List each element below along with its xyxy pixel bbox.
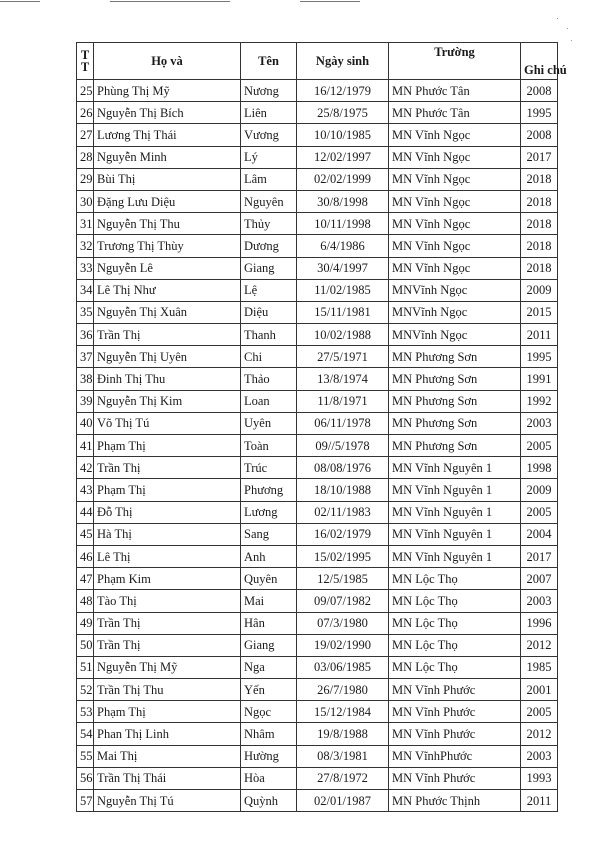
given-name-cell: Hòa: [241, 767, 297, 789]
table-row: [77, 368, 558, 390]
birth-date-cell: 26/7/1980: [297, 679, 389, 701]
table-row: [77, 790, 558, 812]
birth-date-cell: 09//5/1978: [297, 435, 389, 457]
birth-date-cell: 15/12/1984: [297, 701, 389, 723]
note-cell: 2018: [521, 213, 558, 235]
surname-cell: Trương Thị Thùy: [94, 235, 241, 257]
row-number: 57: [77, 790, 94, 812]
table-row: [77, 701, 558, 723]
note-cell: 2017: [521, 146, 558, 168]
table-row: [77, 457, 558, 479]
table-row: [77, 257, 558, 279]
surname-cell: Nguyễn Thị Xuân: [94, 301, 241, 323]
note-cell: 1985: [521, 656, 558, 678]
table-row: [77, 168, 558, 190]
table-row: [77, 523, 558, 545]
note-cell: 1991: [521, 368, 558, 390]
note-cell: 1992: [521, 390, 558, 412]
row-number: 36: [77, 324, 94, 346]
given-name-cell: Chi: [241, 346, 297, 368]
table-row: [77, 745, 558, 767]
surname-cell: Phạm Thị: [94, 479, 241, 501]
note-cell: 1996: [521, 612, 558, 634]
birth-date-cell: 18/10/1988: [297, 479, 389, 501]
school-cell: MNVĩnh Ngọc: [389, 324, 521, 346]
row-number: 48: [77, 590, 94, 612]
note-cell: 2007: [521, 568, 558, 590]
row-number: 28: [77, 146, 94, 168]
given-name-cell: Quỳnh: [241, 790, 297, 812]
birth-date-cell: 11/02/1985: [297, 279, 389, 301]
surname-cell: Trần Thị: [94, 324, 241, 346]
staff-roster-table: [76, 42, 567, 812]
birth-date-cell: 12/02/1997: [297, 146, 389, 168]
school-cell: MN Phước Tân: [389, 102, 521, 124]
birth-date-cell: 30/4/1997: [297, 257, 389, 279]
given-name-cell: Giang: [241, 257, 297, 279]
surname-cell: Nguyễn Thị Thu: [94, 213, 241, 235]
birth-date-cell: 10/02/1988: [297, 324, 389, 346]
row-number: 33: [77, 257, 94, 279]
surname-cell: Lê Thị: [94, 545, 241, 567]
note-cell: 2009: [521, 279, 558, 301]
given-name-cell: Lương: [241, 501, 297, 523]
note-cell: 2018: [521, 168, 558, 190]
surname-cell: Lương Thị Thái: [94, 124, 241, 146]
school-cell: MN Vĩnh Ngọc: [389, 235, 521, 257]
row-number: 34: [77, 279, 94, 301]
table-row: [77, 80, 558, 102]
school-cell: MN Vĩnh Nguyên 1: [389, 545, 521, 567]
school-cell: MN Vĩnh Ngọc: [389, 168, 521, 190]
table-row: [77, 412, 558, 434]
table-row: [77, 279, 558, 301]
table-row: [77, 435, 558, 457]
birth-date-cell: 02/01/1987: [297, 790, 389, 812]
school-cell: MN Lộc Thọ: [389, 568, 521, 590]
row-number: 35: [77, 301, 94, 323]
surname-cell: Mai Thị: [94, 745, 241, 767]
table-row: [77, 679, 558, 701]
birth-date-cell: 19/02/1990: [297, 634, 389, 656]
surname-cell: Nguyễn Thị Uyên: [94, 346, 241, 368]
table-header: [77, 43, 567, 80]
given-name-cell: Hường: [241, 745, 297, 767]
row-number: 25: [77, 80, 94, 102]
note-cell: 2005: [521, 701, 558, 723]
birth-date-cell: 08/3/1981: [297, 745, 389, 767]
row-number: 43: [77, 479, 94, 501]
table-row: [77, 767, 558, 789]
birth-date-cell: 30/8/1998: [297, 190, 389, 212]
surname-cell: Nguyễn Thị Tú: [94, 790, 241, 812]
surname-cell: Trần Thị: [94, 457, 241, 479]
note-cell: 2011: [521, 324, 558, 346]
note-cell: 1998: [521, 457, 558, 479]
note-cell: 2005: [521, 501, 558, 523]
birth-date-cell: 27/5/1971: [297, 346, 389, 368]
note-cell: 2018: [521, 235, 558, 257]
note-cell: 1993: [521, 767, 558, 789]
header-ngay-sinh: Ngày sinh: [297, 43, 389, 80]
table-row: [77, 634, 558, 656]
school-cell: MN Phương Sơn: [389, 435, 521, 457]
table-row: [77, 146, 558, 168]
school-cell: MN Phương Sơn: [389, 412, 521, 434]
given-name-cell: Diệu: [241, 301, 297, 323]
surname-cell: Đinh Thị Thu: [94, 368, 241, 390]
table-row: [77, 190, 558, 212]
table-row: [77, 479, 558, 501]
row-number: 47: [77, 568, 94, 590]
school-cell: MNVĩnh Ngọc: [389, 279, 521, 301]
table-row: [77, 102, 558, 124]
table-row: [77, 656, 558, 678]
school-cell: MN Vĩnh Phước: [389, 679, 521, 701]
school-cell: MN Lộc Thọ: [389, 656, 521, 678]
school-cell: MN Phước Tân: [389, 80, 521, 102]
birth-date-cell: 08/08/1976: [297, 457, 389, 479]
school-cell: MN Lộc Thọ: [389, 590, 521, 612]
surname-cell: Nguyễn Minh: [94, 146, 241, 168]
row-number: 26: [77, 102, 94, 124]
given-name-cell: Vương: [241, 124, 297, 146]
row-number: 40: [77, 412, 94, 434]
surname-cell: Tào Thị: [94, 590, 241, 612]
table-row: [77, 612, 558, 634]
row-number: 50: [77, 634, 94, 656]
note-cell: 2003: [521, 745, 558, 767]
birth-date-cell: 10/11/1998: [297, 213, 389, 235]
row-number: 51: [77, 656, 94, 678]
birth-date-cell: 09/07/1982: [297, 590, 389, 612]
birth-date-cell: 11/8/1971: [297, 390, 389, 412]
note-cell: 2018: [521, 190, 558, 212]
row-number: 27: [77, 124, 94, 146]
surname-cell: Nguyễn Thị Kim: [94, 390, 241, 412]
school-cell: MN Vĩnh Ngọc: [389, 146, 521, 168]
given-name-cell: Liên: [241, 102, 297, 124]
header-ten: Tên: [241, 43, 297, 80]
row-number: 38: [77, 368, 94, 390]
birth-date-cell: 03/06/1985: [297, 656, 389, 678]
surname-cell: Hà Thị: [94, 523, 241, 545]
table-row: [77, 590, 558, 612]
school-cell: MN Vĩnh Nguyên 1: [389, 479, 521, 501]
row-number: 41: [77, 435, 94, 457]
row-number: 42: [77, 457, 94, 479]
birth-date-cell: 07/3/1980: [297, 612, 389, 634]
school-cell: MN Vĩnh Ngọc: [389, 190, 521, 212]
given-name-cell: Hân: [241, 612, 297, 634]
given-name-cell: Lý: [241, 146, 297, 168]
row-number: 32: [77, 235, 94, 257]
birth-date-cell: 16/02/1979: [297, 523, 389, 545]
note-cell: 2012: [521, 634, 558, 656]
given-name-cell: Trúc: [241, 457, 297, 479]
given-name-cell: Toàn: [241, 435, 297, 457]
birth-date-cell: 15/02/1995: [297, 545, 389, 567]
school-cell: MN Vĩnh Phước: [389, 723, 521, 745]
birth-date-cell: 12/5/1985: [297, 568, 389, 590]
surname-cell: Trần Thị Thu: [94, 679, 241, 701]
surname-cell: Phạm Thị: [94, 701, 241, 723]
row-number: 49: [77, 612, 94, 634]
row-number: 29: [77, 168, 94, 190]
given-name-cell: Nhâm: [241, 723, 297, 745]
given-name-cell: Phương: [241, 479, 297, 501]
given-name-cell: Yến: [241, 679, 297, 701]
birth-date-cell: 15/11/1981: [297, 301, 389, 323]
row-number: 39: [77, 390, 94, 412]
given-name-cell: Sang: [241, 523, 297, 545]
school-cell: MNVĩnh Ngọc: [389, 301, 521, 323]
given-name-cell: Ngọc: [241, 701, 297, 723]
school-cell: MN Vĩnh Ngọc: [389, 213, 521, 235]
surname-cell: Nguyễn Thị Mỹ: [94, 656, 241, 678]
row-number: 30: [77, 190, 94, 212]
row-number: 53: [77, 701, 94, 723]
row-number: 54: [77, 723, 94, 745]
given-name-cell: Mai: [241, 590, 297, 612]
note-cell: 2015: [521, 301, 558, 323]
given-name-cell: Lệ: [241, 279, 297, 301]
given-name-cell: Thảo: [241, 368, 297, 390]
note-cell: 2011: [521, 790, 558, 812]
school-cell: MN Vĩnh Phước: [389, 701, 521, 723]
table-row: [77, 213, 558, 235]
note-cell: 2001: [521, 679, 558, 701]
row-number: 45: [77, 523, 94, 545]
note-cell: 2017: [521, 545, 558, 567]
given-name-cell: Lâm: [241, 168, 297, 190]
header-row: [77, 43, 558, 80]
table-row: [77, 124, 558, 146]
surname-cell: Võ Thị Tú: [94, 412, 241, 434]
given-name-cell: Thanh: [241, 324, 297, 346]
header-ghi-chu: Ghi chú: [521, 43, 558, 80]
surname-cell: Phan Thị Linh: [94, 723, 241, 745]
header-tt: T T: [77, 43, 94, 80]
scan-top-edge: [0, 0, 595, 3]
table-row: [77, 301, 558, 323]
note-cell: 1995: [521, 102, 558, 124]
given-name-cell: Giang: [241, 634, 297, 656]
school-cell: MN Vĩnh Ngọc: [389, 124, 521, 146]
surname-cell: Trần Thị: [94, 612, 241, 634]
surname-cell: Phùng Thị Mỹ: [94, 80, 241, 102]
surname-cell: Lê Thị Như: [94, 279, 241, 301]
surname-cell: Đỗ Thị: [94, 501, 241, 523]
row-number: 37: [77, 346, 94, 368]
table-row: [77, 235, 558, 257]
birth-date-cell: 06/11/1978: [297, 412, 389, 434]
note-cell: 2005: [521, 435, 558, 457]
surname-cell: Nguyễn Thị Bích: [94, 102, 241, 124]
table-row: [77, 545, 558, 567]
given-name-cell: Loan: [241, 390, 297, 412]
given-name-cell: Anh: [241, 545, 297, 567]
given-name-cell: Uyên: [241, 412, 297, 434]
table-row: [77, 501, 558, 523]
given-name-cell: Quyên: [241, 568, 297, 590]
surname-cell: Trần Thị: [94, 634, 241, 656]
given-name-cell: Nguyên: [241, 190, 297, 212]
surname-cell: Đặng Lưu Diệu: [94, 190, 241, 212]
note-cell: 2018: [521, 257, 558, 279]
row-number: 31: [77, 213, 94, 235]
school-cell: MN Phước Thịnh: [389, 790, 521, 812]
birth-date-cell: 13/8/1974: [297, 368, 389, 390]
surname-cell: Phạm Kim: [94, 568, 241, 590]
surname-cell: Trần Thị Thái: [94, 767, 241, 789]
header-truong: Trường: [389, 43, 521, 80]
table-row: [77, 324, 558, 346]
given-name-cell: Dương: [241, 235, 297, 257]
birth-date-cell: 02/11/1983: [297, 501, 389, 523]
birth-date-cell: 25/8/1975: [297, 102, 389, 124]
row-number: 46: [77, 545, 94, 567]
note-cell: 2003: [521, 412, 558, 434]
school-cell: MN Vĩnh Nguyên 1: [389, 457, 521, 479]
given-name-cell: Nương: [241, 80, 297, 102]
row-number: 56: [77, 767, 94, 789]
birth-date-cell: 16/12/1979: [297, 80, 389, 102]
birth-date-cell: 6/4/1986: [297, 235, 389, 257]
birth-date-cell: 27/8/1972: [297, 767, 389, 789]
birth-date-cell: 19/8/1988: [297, 723, 389, 745]
row-number: 55: [77, 745, 94, 767]
note-cell: 2009: [521, 479, 558, 501]
school-cell: MN Lộc Thọ: [389, 612, 521, 634]
note-cell: 2008: [521, 80, 558, 102]
birth-date-cell: 10/10/1985: [297, 124, 389, 146]
note-cell: 2004: [521, 523, 558, 545]
note-cell: 2008: [521, 124, 558, 146]
school-cell: MN Vĩnh Nguyên 1: [389, 501, 521, 523]
table-row: [77, 568, 558, 590]
surname-cell: Phạm Thị: [94, 435, 241, 457]
table-row: [77, 723, 558, 745]
note-cell: 2012: [521, 723, 558, 745]
header-ho-va: Họ và: [94, 43, 241, 80]
school-cell: MN Phương Sơn: [389, 368, 521, 390]
table-row: [77, 390, 558, 412]
school-cell: MN Vĩnh Phước: [389, 767, 521, 789]
note-cell: 2003: [521, 590, 558, 612]
school-cell: MN VĩnhPhước: [389, 745, 521, 767]
school-cell: MN Vĩnh Ngọc: [389, 257, 521, 279]
row-number: 52: [77, 679, 94, 701]
birth-date-cell: 02/02/1999: [297, 168, 389, 190]
row-number: 44: [77, 501, 94, 523]
school-cell: MN Phương Sơn: [389, 390, 521, 412]
given-name-cell: Nga: [241, 656, 297, 678]
table-row: [77, 346, 558, 368]
note-cell: 1995: [521, 346, 558, 368]
school-cell: MN Vĩnh Nguyên 1: [389, 523, 521, 545]
school-cell: MN Phương Sơn: [389, 346, 521, 368]
school-cell: MN Lộc Thọ: [389, 634, 521, 656]
surname-cell: Bùi Thị: [94, 168, 241, 190]
surname-cell: Nguyễn Lê: [94, 257, 241, 279]
table-body: [77, 80, 558, 812]
given-name-cell: Thủy: [241, 213, 297, 235]
